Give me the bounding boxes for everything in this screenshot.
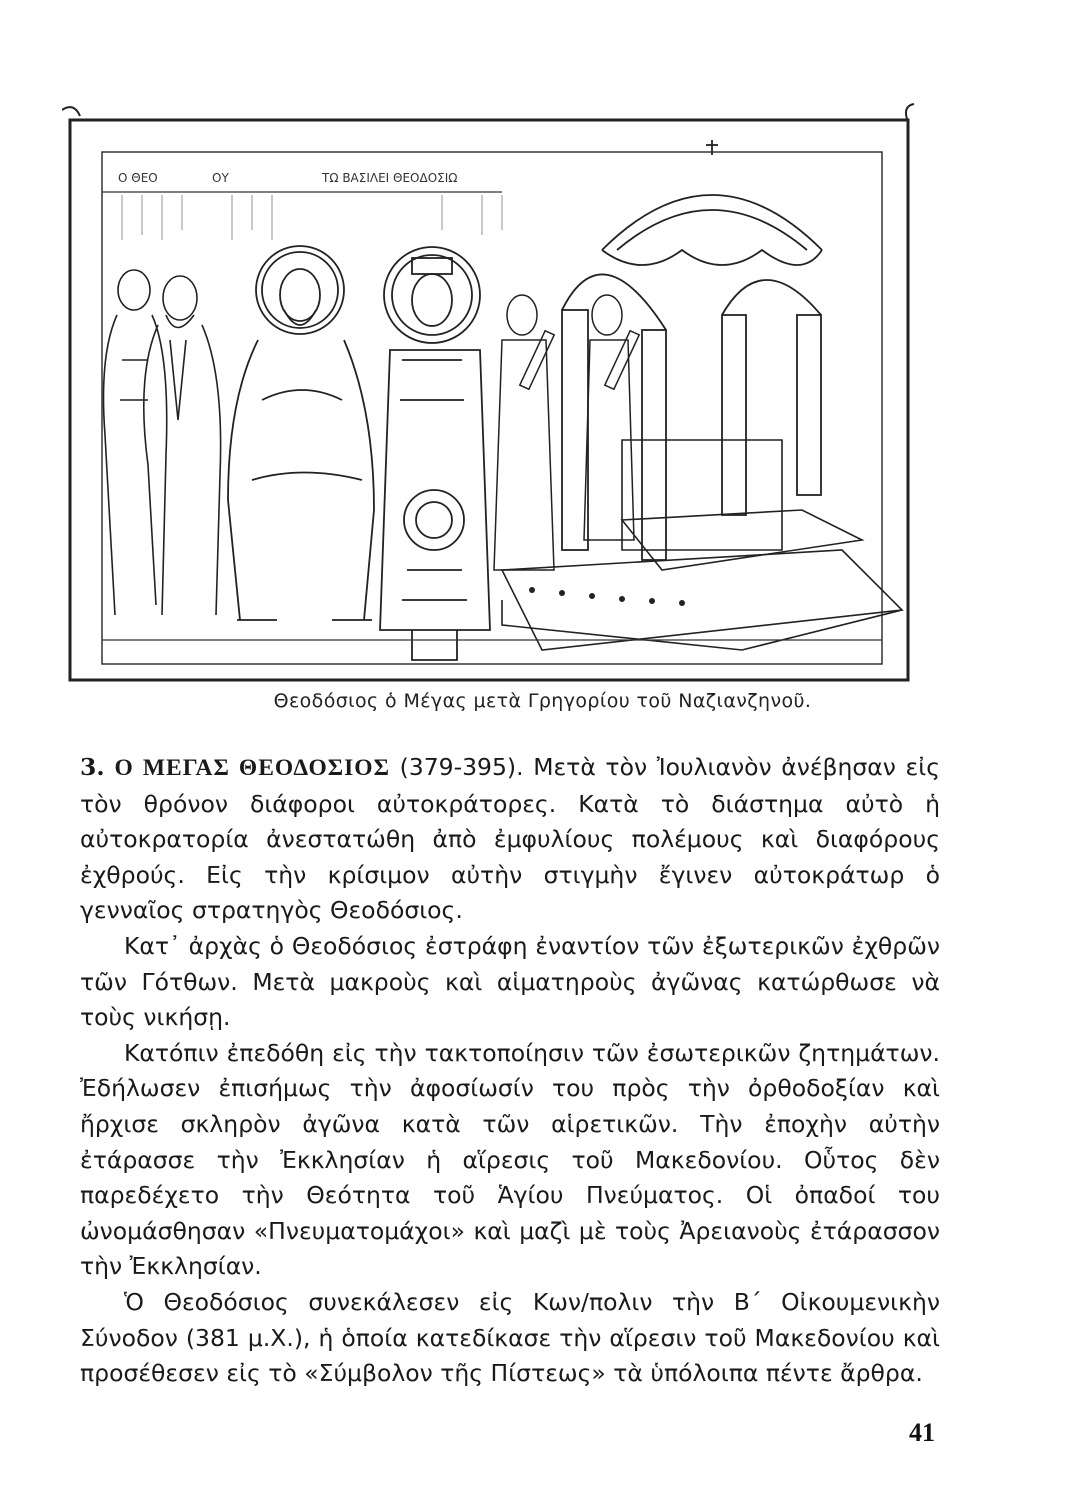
figure-theodosius xyxy=(380,247,490,660)
ciborium-dome xyxy=(562,140,822,560)
paragraph-1-body: (379-395). Μετὰ τὸν Ἰουλιανὸν ἀνέβησαν εἰς τὸν θρόνον διάφοροι αὐτοκράτορες. Κατὰ τὸ διάστημα αὐτὸ ἡ αὐτοκρατορία ἀνεστατώθη ἀπὸ ἐμφυλίους πολέμους καὶ διαφόρους ἐχθρούς. Εἰς τὴν κρίσιμον αὐτὴν στιγμὴν ἔγινεν αὐτοκράτωρ ὁ γενναῖος στρατηγὸς Θεοδόσιος. xyxy=(80,753,940,925)
inscription-mid: ΟΥ xyxy=(212,171,229,185)
paragraph-1 xyxy=(80,750,940,929)
paragraph-4: Ὁ Θεοδόσιος συνεκάλεσεν εἰς Κων/πολιν τὴν Β΄ Οἰκουμενικὴν Σύνοδον (381 μ.Χ.), ἡ ὁποία κατεδίκασε τὴν αἵρεσιν τοῦ Μακεδονίου καὶ προσέθεσεν εἰς τὸ «Σύμβολον τῆς Πίστεως» τὰ ὑπόλοιπα πέντε ἄρθρα. xyxy=(80,1287,940,1388)
figure-gregory xyxy=(228,246,374,620)
section-title: Ο ΜΕΓΑΣ ΘΕΟΔΟΣΙΟΣ xyxy=(114,755,390,781)
page-number: 41 xyxy=(909,1418,935,1447)
figure-cleric-bearded xyxy=(144,276,221,615)
figure-attendant-2 xyxy=(584,295,639,540)
figure-attendant-1 xyxy=(494,295,554,570)
section-text xyxy=(80,750,940,1392)
paragraph-3: Κατόπιν ἐπεδόθη εἰς τὴν τακτοποίησιν τῶν ἐσωτερικῶν ζητημάτων. Ἐδήλωσεν ἐπισήμως τὴν ἀφοσίωσίν του πρὸς τὴν ὀρθοδοξίαν καὶ ἤρχισε σκληρὸν ἀγῶνα κατὰ τῶν αἱρετικῶν. Τὴν ἐποχὴν αὐτὴν ἐτάρασσε τὴν Ἐκκλησίαν ἡ αἵρεσις τοῦ Μακεδονίου. Οὗτος δὲν παρεδέχετο τὴν Θεότητα τοῦ Ἁγίου Πνεύματος. Οἱ ὀπαδοί του ὠνομάσθησαν «Πνευματομάχοι» καὶ μαζὶ μὲ τοὺς Ἀρειανοὺς ἐτάρασσον τὴν Ἐκκλησίαν. xyxy=(80,1038,940,1281)
paragraph-2: Κατ᾽ ἀρχὰς ὁ Θεοδόσιος ἐστράφη ἐναντίον τῶν ἐξωτερικῶν ἐχθρῶν τῶν Γότθων. Μετὰ μακροὺς καὶ αἱματηροὺς ἀγῶνας κατώρθωσε νὰ τοὺς νικήσῃ. xyxy=(80,931,940,1032)
section-number: 3. xyxy=(80,753,105,781)
inscription-left: Ο ΘΕΟ xyxy=(118,171,158,185)
figure-cleric-left xyxy=(104,270,167,615)
illustration-drawing xyxy=(62,100,924,690)
illustration-caption: Θεοδόσιος ὁ Μέγας μετὰ Γρηγορίου τοῦ Ναζιανζηνοῦ. xyxy=(273,690,812,712)
inscription-right: ΤΩ ΒΑΣΙΛΕΙ ΘΕΟΔΟΣΙΩ xyxy=(322,171,458,185)
byzantine-illustration xyxy=(62,100,924,690)
